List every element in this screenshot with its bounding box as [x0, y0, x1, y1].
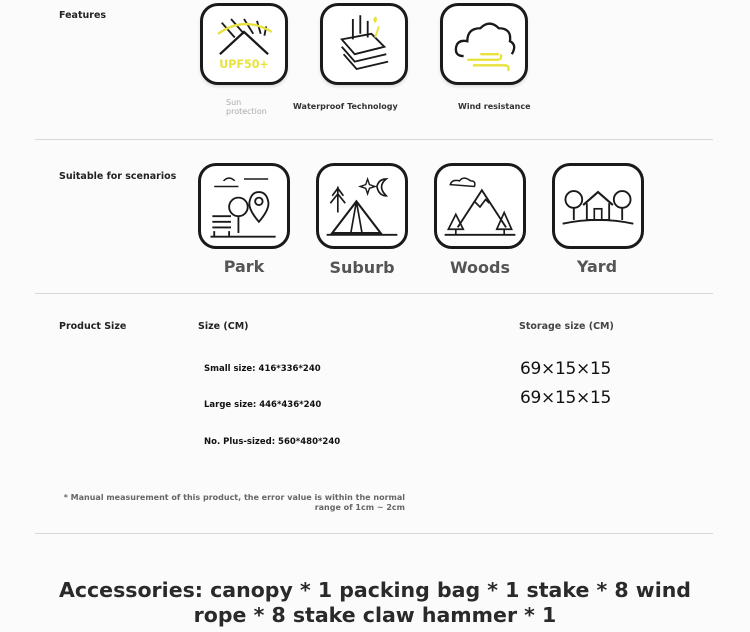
measurement-note [45, 493, 405, 513]
scenario-label-suburb: Suburb [329, 258, 395, 277]
accessories-line-2: rope * 8 stake claw hammer * 1 [193, 603, 557, 627]
divider-2 [35, 293, 713, 294]
features-label: Features [59, 10, 107, 21]
upf-badge: UPF50+ [219, 58, 269, 72]
measurement-note-line-2: range of 1cm ~ 2cm [314, 503, 405, 512]
sun-protection-caption-2: protection [226, 107, 267, 116]
size-row-plus: No. Plus-sized: 560*480*240 [204, 437, 341, 447]
product-size-label: Product Size [59, 321, 127, 332]
size-row-small: Small size: 416*336*240 [204, 364, 321, 374]
storage-header: Storage size (CM) [519, 321, 614, 332]
yard-icon [552, 163, 644, 249]
wind-caption: Wind resistance [458, 102, 531, 111]
accessories-text [0, 578, 750, 628]
size-header: Size (CM) [198, 321, 249, 332]
scenario-label-park: Park [223, 257, 265, 276]
storage-value-2: 69×15×15 [520, 388, 611, 408]
suburb-icon [316, 163, 408, 249]
scenario-label-yard: Yard [576, 257, 618, 276]
divider-3 [35, 533, 713, 534]
measurement-note-line-1: * Manual measurement of this product, the error value is within the normal [63, 493, 405, 502]
wind-icon [440, 3, 528, 85]
woods-icon [434, 163, 526, 249]
waterproof-icon [320, 3, 408, 85]
sun-protection-caption-1: Sun [226, 98, 242, 107]
accessories-line-1: Accessories: canopy * 1 packing bag * 1 stake * 8 wind [59, 578, 691, 602]
size-row-large: Large size: 446*436*240 [204, 400, 322, 410]
park-icon [198, 163, 290, 249]
divider-1 [35, 139, 713, 140]
sun-protection-icon [200, 3, 288, 85]
scenario-label-woods: Woods [449, 258, 511, 277]
storage-value-1: 69×15×15 [520, 359, 611, 379]
waterproof-caption: Waterproof Technology [293, 102, 398, 111]
scenarios-label: Suitable for scenarios [59, 171, 177, 182]
